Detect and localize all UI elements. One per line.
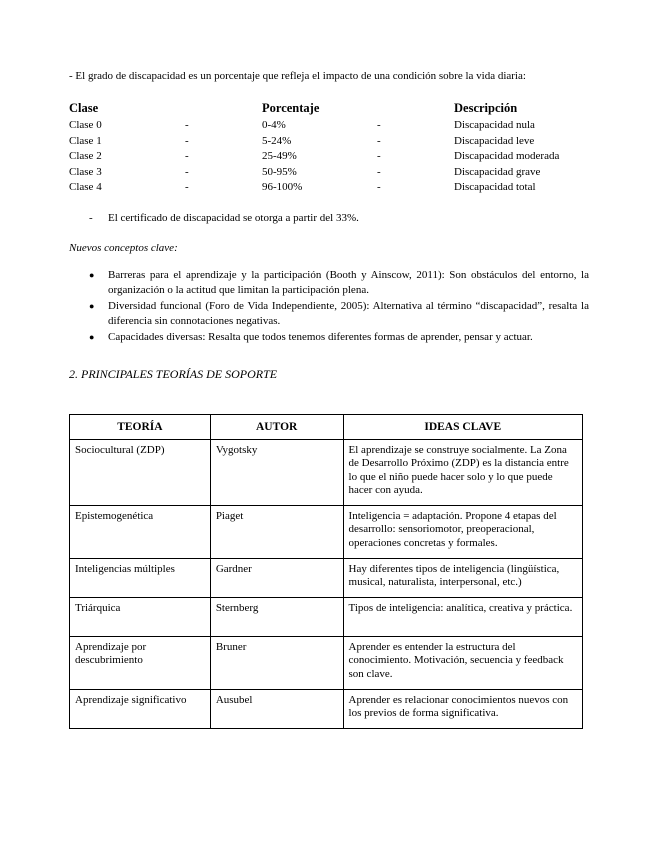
intro-paragraph: - El grado de discapacidad es un porcentaje que refleja el impacto de una condición sobre la vida diaria:	[69, 70, 526, 82]
class-description: Discapacidad nula	[454, 119, 535, 131]
header-porcentaje: Porcentaje	[262, 101, 320, 115]
list-item	[89, 299, 589, 329]
class-percentage: 96-100%	[262, 181, 303, 193]
class-label: Clase 2	[69, 150, 102, 162]
class-label: Clase 0	[69, 119, 102, 131]
author-cell: Piaget	[210, 505, 343, 558]
class-label: Clase 1	[69, 135, 102, 147]
class-description: Discapacidad moderada	[454, 150, 560, 162]
class-label: Clase 4	[69, 181, 102, 193]
class-percentage: 50-95%	[262, 166, 297, 178]
table-row	[70, 558, 583, 597]
separator: -	[185, 150, 189, 162]
bullet-icon: ●	[89, 270, 95, 280]
table-header-row	[70, 415, 583, 440]
list-item	[89, 330, 589, 345]
column-header-autor: AUTOR	[210, 415, 343, 440]
separator: -	[185, 119, 189, 131]
theory-cell: Aprendizaje significativo	[70, 689, 211, 728]
ideas-cell: El aprendizaje se construye socialmente. La Zona de Desarrollo Próximo (ZDP) es la distancia entre lo que el niño puede hacer solo y lo que puede hacer con ayuda.	[343, 439, 582, 505]
class-percentage: 5-24%	[262, 135, 292, 147]
certificate-note-text: El certificado de discapacidad se otorga a partir del 33%.	[108, 212, 359, 224]
author-cell: Vygotsky	[210, 439, 343, 505]
dash-marker: -	[89, 212, 93, 224]
bullet-icon: ●	[89, 332, 95, 342]
column-header-teoria: TEORÍA	[70, 415, 211, 440]
class-percentage: 0-4%	[262, 119, 286, 131]
separator: -	[377, 119, 381, 131]
table-row	[70, 597, 583, 636]
ideas-cell: Hay diferentes tipos de inteligencia (lingüística, musical, naturalista, interpersonal, etc.)	[343, 558, 582, 597]
concept-text: Barreras para el aprendizaje y la participación (Booth y Ainscow, 2011): Son obstáculos del entorno, la organización o la actitud que limitan la participación plena.	[108, 269, 589, 296]
separator: -	[377, 181, 381, 193]
section-title: 2. PRINCIPALES TEORÍAS DE SOPORTE	[69, 367, 278, 381]
theory-cell: Aprendizaje por descubrimiento	[70, 636, 211, 689]
ideas-cell: Aprender es relacionar conocimientos nuevos con los previos de forma significativa.	[343, 689, 582, 728]
concepts-list	[89, 268, 589, 346]
concepts-heading: Nuevos conceptos clave:	[69, 242, 178, 254]
header-clase: Clase	[69, 101, 99, 115]
class-percentage: 25-49%	[262, 150, 297, 162]
theory-cell: Triárquica	[70, 597, 211, 636]
class-description: Discapacidad leve	[454, 135, 535, 147]
author-cell: Bruner	[210, 636, 343, 689]
table-row	[70, 636, 583, 689]
separator: -	[377, 150, 381, 162]
author-cell: Sternberg	[210, 597, 343, 636]
separator: -	[185, 181, 189, 193]
class-description: Discapacidad grave	[454, 166, 541, 178]
bullet-icon: ●	[89, 301, 95, 311]
concept-text: Diversidad funcional (Foro de Vida Independiente, 2005): Alternativa al término “discapacidad”, resalta la diferencia sin connotaciones negativas.	[108, 300, 589, 327]
separator: -	[185, 166, 189, 178]
list-item	[89, 268, 589, 298]
ideas-cell: Aprender es entender la estructura del conocimiento. Motivación, secuencia y feedback son clave.	[343, 636, 582, 689]
table-row	[70, 439, 583, 505]
class-label: Clase 3	[69, 166, 102, 178]
theory-cell: Inteligencias múltiples	[70, 558, 211, 597]
column-header-ideas: IDEAS CLAVE	[343, 415, 582, 440]
table-row	[70, 505, 583, 558]
separator: -	[377, 135, 381, 147]
ideas-cell: Tipos de inteligencia: analítica, creativa y práctica.	[343, 597, 582, 636]
header-descripcion: Descripción	[454, 101, 518, 115]
separator: -	[377, 166, 381, 178]
theory-cell: Epistemogenética	[70, 505, 211, 558]
theory-cell: Sociocultural (ZDP)	[70, 439, 211, 505]
table-row	[70, 689, 583, 728]
author-cell: Ausubel	[210, 689, 343, 728]
ideas-cell: Inteligencia = adaptación. Propone 4 etapas del desarrollo: sensoriomotor, preoperacional, operaciones concretas y formales.	[343, 505, 582, 558]
author-cell: Gardner	[210, 558, 343, 597]
class-description: Discapacidad total	[454, 181, 536, 193]
concept-text: Capacidades diversas: Resalta que todos tenemos diferentes formas de aprender, pensar y actuar.	[108, 331, 533, 343]
theories-table	[69, 414, 583, 729]
separator: -	[185, 135, 189, 147]
